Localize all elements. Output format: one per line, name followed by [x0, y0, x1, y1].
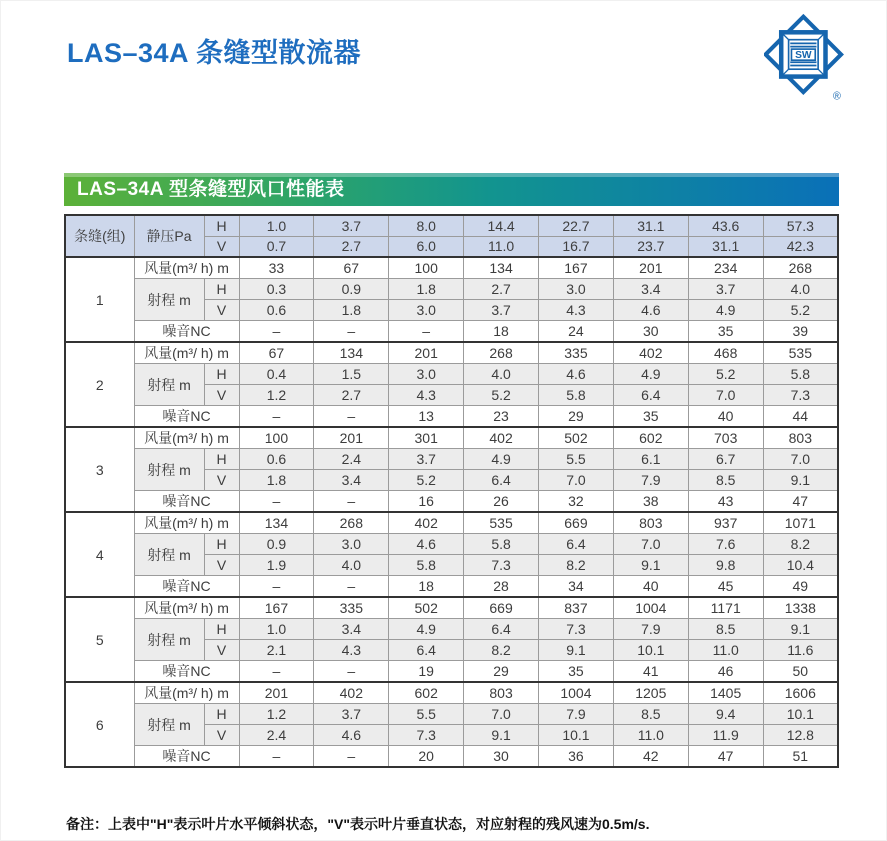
header-v-value: 6.0 — [389, 236, 464, 257]
airflow-value: 402 — [464, 427, 539, 449]
header-h-value: 1.0 — [239, 215, 314, 236]
throw-v-value: 11.6 — [763, 640, 838, 661]
throw-v-value: 9.1 — [763, 470, 838, 491]
throw-h-label: H — [204, 704, 239, 725]
airflow-value: 803 — [464, 682, 539, 704]
noise-value: 24 — [539, 321, 614, 343]
header-h-value: 31.1 — [613, 215, 688, 236]
throw-h-value: 2.7 — [464, 279, 539, 300]
header-slot-group: 条缝(组) — [65, 215, 134, 257]
group-id-cell: 6 — [65, 682, 134, 767]
header-v-value: 23.7 — [613, 236, 688, 257]
throw-h-value: 5.5 — [389, 704, 464, 725]
throw-h-value: 7.3 — [539, 619, 614, 640]
airflow-value: 100 — [389, 257, 464, 279]
airflow-value: 134 — [239, 512, 314, 534]
throw-v-value: 7.3 — [464, 555, 539, 576]
throw-v-value: 8.2 — [464, 640, 539, 661]
throw-v-value: 4.3 — [314, 640, 389, 661]
noise-value: 35 — [539, 661, 614, 683]
throw-v-value: 1.8 — [314, 300, 389, 321]
airflow-value: 201 — [389, 342, 464, 364]
throw-v-value: 1.2 — [239, 385, 314, 406]
throw-h-value: 4.6 — [389, 534, 464, 555]
throw-h-value: 0.3 — [239, 279, 314, 300]
throw-v-value: 4.9 — [688, 300, 763, 321]
noise-value: 38 — [613, 491, 688, 513]
throw-h-value: 4.9 — [389, 619, 464, 640]
airflow-value: 268 — [314, 512, 389, 534]
throw-v-label: V — [204, 725, 239, 746]
throw-label: 射程 m — [134, 364, 204, 406]
throw-h-value: 1.2 — [239, 704, 314, 725]
header-h-value: 14.4 — [464, 215, 539, 236]
noise-value: 45 — [688, 576, 763, 598]
airflow-value: 502 — [389, 597, 464, 619]
throw-v-value: 5.8 — [539, 385, 614, 406]
noise-value: 42 — [613, 746, 688, 768]
throw-v-value: 11.0 — [688, 640, 763, 661]
table-banner-title: LAS–34A 型条缝型风口性能表 — [77, 179, 345, 200]
throw-h-value: 0.6 — [239, 449, 314, 470]
throw-v-value: 3.4 — [314, 470, 389, 491]
airflow-value: 669 — [539, 512, 614, 534]
throw-h-value: 0.4 — [239, 364, 314, 385]
group-id-cell: 1 — [65, 257, 134, 342]
registered-mark-icon: ® — [833, 90, 841, 103]
throw-h-value: 8.2 — [763, 534, 838, 555]
throw-h-value: 9.1 — [763, 619, 838, 640]
airflow-value: 602 — [613, 427, 688, 449]
table-header — [65, 215, 838, 257]
noise-value: 18 — [389, 576, 464, 598]
throw-v-value: 10.1 — [539, 725, 614, 746]
noise-value: 43 — [688, 491, 763, 513]
throw-h-value: 3.7 — [314, 704, 389, 725]
noise-value: 50 — [763, 661, 838, 683]
airflow-value: 669 — [464, 597, 539, 619]
header-v-label: V — [204, 236, 239, 257]
noise-value: 35 — [613, 406, 688, 428]
noise-value: 28 — [464, 576, 539, 598]
airflow-label: 风量(m³/ h) m — [134, 342, 239, 364]
header-v-value: 16.7 — [539, 236, 614, 257]
noise-row — [65, 321, 838, 343]
airflow-value: 67 — [314, 257, 389, 279]
airflow-label: 风量(m³/ h) m — [134, 597, 239, 619]
throw-h-value: 7.9 — [613, 619, 688, 640]
noise-value: 20 — [389, 746, 464, 768]
noise-row — [65, 406, 838, 428]
throw-v-value: 3.7 — [464, 300, 539, 321]
throw-h-label: H — [204, 364, 239, 385]
throw-h-value: 1.8 — [389, 279, 464, 300]
throw-h-value: 10.1 — [763, 704, 838, 725]
header-h-value: 8.0 — [389, 215, 464, 236]
throw-h-value: 1.0 — [239, 619, 314, 640]
airflow-value: 535 — [464, 512, 539, 534]
throw-h-value: 0.9 — [314, 279, 389, 300]
airflow-label: 风量(m³/ h) m — [134, 512, 239, 534]
throw-v-value: 9.1 — [613, 555, 688, 576]
header-h-value: 43.6 — [688, 215, 763, 236]
throw-h-value: 8.5 — [613, 704, 688, 725]
throw-h-value: 5.5 — [539, 449, 614, 470]
throw-label: 射程 m — [134, 449, 204, 491]
throw-v-value: 4.3 — [539, 300, 614, 321]
noise-value: 30 — [613, 321, 688, 343]
noise-label: 噪音NC — [134, 746, 239, 768]
noise-value: – — [239, 746, 314, 768]
noise-value: – — [314, 406, 389, 428]
throw-label: 射程 m — [134, 619, 204, 661]
throw-v-value: 0.6 — [239, 300, 314, 321]
throw-v-value: 7.3 — [763, 385, 838, 406]
noise-value: 49 — [763, 576, 838, 598]
throw-v-label: V — [204, 470, 239, 491]
throw-h-value: 6.1 — [613, 449, 688, 470]
page-title: LAS–34A 条缝型散流器 — [67, 38, 362, 68]
noise-row — [65, 576, 838, 598]
airflow-value: 268 — [464, 342, 539, 364]
throw-h-value: 7.0 — [613, 534, 688, 555]
throw-h-value: 0.9 — [239, 534, 314, 555]
airflow-value: 402 — [314, 682, 389, 704]
noise-value: – — [314, 576, 389, 598]
noise-value: 40 — [688, 406, 763, 428]
throw-h-value: 5.8 — [464, 534, 539, 555]
noise-value: – — [389, 321, 464, 343]
noise-value: 44 — [763, 406, 838, 428]
noise-value: 16 — [389, 491, 464, 513]
throw-v-value: 7.3 — [389, 725, 464, 746]
noise-row — [65, 661, 838, 683]
noise-value: 30 — [464, 746, 539, 768]
throw-h-row — [65, 279, 838, 300]
throw-h-value: 5.2 — [688, 364, 763, 385]
airflow-row — [65, 427, 838, 449]
throw-h-label: H — [204, 619, 239, 640]
throw-h-value: 3.4 — [314, 619, 389, 640]
airflow-value: 1606 — [763, 682, 838, 704]
noise-value: – — [239, 321, 314, 343]
throw-h-value: 4.0 — [464, 364, 539, 385]
noise-value: – — [314, 321, 389, 343]
noise-label: 噪音NC — [134, 576, 239, 598]
throw-h-value: 4.9 — [613, 364, 688, 385]
airflow-value: 67 — [239, 342, 314, 364]
noise-value: – — [239, 576, 314, 598]
group-id-cell: 3 — [65, 427, 134, 512]
throw-v-value: 7.0 — [688, 385, 763, 406]
airflow-value: 201 — [613, 257, 688, 279]
performance-table — [64, 214, 839, 768]
throw-h-row — [65, 704, 838, 725]
table-body — [65, 257, 838, 767]
airflow-value: 535 — [763, 342, 838, 364]
throw-v-value: 6.4 — [389, 640, 464, 661]
noise-value: – — [239, 406, 314, 428]
throw-v-value: 4.3 — [389, 385, 464, 406]
group-id-cell: 5 — [65, 597, 134, 682]
airflow-value: 201 — [239, 682, 314, 704]
header-h-value: 57.3 — [763, 215, 838, 236]
throw-v-value: 5.2 — [464, 385, 539, 406]
throw-h-value: 7.0 — [763, 449, 838, 470]
noise-value: – — [239, 491, 314, 513]
sw-diamond-logo-icon — [764, 13, 846, 109]
airflow-row — [65, 682, 838, 704]
throw-h-value: 3.0 — [539, 279, 614, 300]
throw-label: 射程 m — [134, 534, 204, 576]
throw-v-value: 4.6 — [613, 300, 688, 321]
airflow-value: 234 — [688, 257, 763, 279]
noise-value: – — [314, 491, 389, 513]
throw-v-label: V — [204, 300, 239, 321]
throw-v-value: 3.0 — [389, 300, 464, 321]
throw-v-label: V — [204, 640, 239, 661]
throw-h-label: H — [204, 534, 239, 555]
group-id-cell: 2 — [65, 342, 134, 427]
airflow-value: 1071 — [763, 512, 838, 534]
noise-value: 47 — [688, 746, 763, 768]
noise-value: – — [239, 661, 314, 683]
throw-h-row — [65, 449, 838, 470]
airflow-value: 201 — [314, 427, 389, 449]
footnote — [66, 814, 649, 834]
throw-v-label: V — [204, 385, 239, 406]
noise-row — [65, 746, 838, 768]
airflow-row — [65, 342, 838, 364]
throw-h-value: 7.0 — [464, 704, 539, 725]
throw-h-value: 8.5 — [688, 619, 763, 640]
footnote-text: 上表中"H"表示叶片水平倾斜状态，"V"表示叶片垂直状态，对应射程的残风速为0.5m/s. — [108, 816, 650, 832]
throw-h-value: 4.9 — [464, 449, 539, 470]
header-v-value: 2.7 — [314, 236, 389, 257]
noise-label: 噪音NC — [134, 406, 239, 428]
throw-v-value: 10.4 — [763, 555, 838, 576]
header-v-value: 31.1 — [688, 236, 763, 257]
airflow-row — [65, 257, 838, 279]
throw-v-value: 9.8 — [688, 555, 763, 576]
throw-v-value: 1.9 — [239, 555, 314, 576]
throw-h-value: 3.7 — [688, 279, 763, 300]
airflow-value: 803 — [763, 427, 838, 449]
table-banner — [64, 173, 839, 206]
throw-v-value: 12.8 — [763, 725, 838, 746]
throw-h-row — [65, 619, 838, 640]
throw-h-value: 4.6 — [539, 364, 614, 385]
noise-value: – — [314, 746, 389, 768]
throw-v-value: 2.7 — [314, 385, 389, 406]
throw-h-value: 3.4 — [613, 279, 688, 300]
throw-v-value: 5.2 — [389, 470, 464, 491]
throw-v-value: 7.9 — [613, 470, 688, 491]
airflow-value: 468 — [688, 342, 763, 364]
airflow-value: 268 — [763, 257, 838, 279]
noise-value: 39 — [763, 321, 838, 343]
throw-v-value: 5.8 — [389, 555, 464, 576]
header-h-label: H — [204, 215, 239, 236]
noise-value: 23 — [464, 406, 539, 428]
airflow-value: 33 — [239, 257, 314, 279]
noise-value: 29 — [464, 661, 539, 683]
throw-h-value: 5.8 — [763, 364, 838, 385]
group-id-cell: 4 — [65, 512, 134, 597]
noise-row — [65, 491, 838, 513]
noise-label: 噪音NC — [134, 321, 239, 343]
throw-h-value: 4.0 — [763, 279, 838, 300]
throw-label: 射程 m — [134, 279, 204, 321]
throw-h-label: H — [204, 279, 239, 300]
airflow-value: 703 — [688, 427, 763, 449]
noise-value: 40 — [613, 576, 688, 598]
throw-v-value: 9.1 — [539, 640, 614, 661]
throw-h-value: 6.7 — [688, 449, 763, 470]
throw-h-value: 6.4 — [464, 619, 539, 640]
header-v-value: 11.0 — [464, 236, 539, 257]
noise-value: 51 — [763, 746, 838, 768]
airflow-value: 100 — [239, 427, 314, 449]
noise-value: 46 — [688, 661, 763, 683]
throw-v-value: 8.5 — [688, 470, 763, 491]
throw-label: 射程 m — [134, 704, 204, 746]
throw-h-value: 6.4 — [539, 534, 614, 555]
noise-value: – — [314, 661, 389, 683]
throw-v-value: 2.1 — [239, 640, 314, 661]
noise-value: 34 — [539, 576, 614, 598]
airflow-value: 335 — [539, 342, 614, 364]
footnote-label: 备注： — [66, 816, 108, 832]
throw-v-value: 6.4 — [613, 385, 688, 406]
airflow-value: 1004 — [613, 597, 688, 619]
airflow-value: 1205 — [613, 682, 688, 704]
throw-v-value: 11.9 — [688, 725, 763, 746]
airflow-label: 风量(m³/ h) m — [134, 682, 239, 704]
throw-v-value: 4.0 — [314, 555, 389, 576]
throw-v-value: 11.0 — [613, 725, 688, 746]
throw-v-value: 6.4 — [464, 470, 539, 491]
noise-value: 35 — [688, 321, 763, 343]
airflow-value: 1171 — [688, 597, 763, 619]
noise-value: 29 — [539, 406, 614, 428]
throw-h-value: 3.0 — [389, 364, 464, 385]
noise-value: 18 — [464, 321, 539, 343]
noise-value: 47 — [763, 491, 838, 513]
airflow-value: 1004 — [539, 682, 614, 704]
airflow-row — [65, 512, 838, 534]
airflow-value: 502 — [539, 427, 614, 449]
airflow-value: 402 — [389, 512, 464, 534]
airflow-value: 402 — [613, 342, 688, 364]
throw-v-value: 5.2 — [763, 300, 838, 321]
airflow-value: 937 — [688, 512, 763, 534]
throw-h-label: H — [204, 449, 239, 470]
airflow-label: 风量(m³/ h) m — [134, 257, 239, 279]
airflow-value: 301 — [389, 427, 464, 449]
airflow-value: 602 — [389, 682, 464, 704]
airflow-value: 335 — [314, 597, 389, 619]
throw-v-value: 7.0 — [539, 470, 614, 491]
airflow-value: 837 — [539, 597, 614, 619]
header-h-value: 3.7 — [314, 215, 389, 236]
airflow-value: 167 — [539, 257, 614, 279]
throw-v-value: 10.1 — [613, 640, 688, 661]
noise-value: 36 — [539, 746, 614, 768]
logo-sw-text: SW — [795, 50, 812, 62]
throw-v-value: 4.6 — [314, 725, 389, 746]
noise-label: 噪音NC — [134, 491, 239, 513]
throw-h-value: 7.9 — [539, 704, 614, 725]
airflow-value: 1338 — [763, 597, 838, 619]
throw-h-value: 9.4 — [688, 704, 763, 725]
noise-value: 19 — [389, 661, 464, 683]
throw-v-value: 2.4 — [239, 725, 314, 746]
throw-h-row — [65, 534, 838, 555]
airflow-value: 134 — [314, 342, 389, 364]
header-v-value: 0.7 — [239, 236, 314, 257]
noise-value: 41 — [613, 661, 688, 683]
throw-v-label: V — [204, 555, 239, 576]
throw-h-value: 2.4 — [314, 449, 389, 470]
throw-v-value: 9.1 — [464, 725, 539, 746]
header-h-value: 22.7 — [539, 215, 614, 236]
noise-value: 13 — [389, 406, 464, 428]
throw-h-value: 1.5 — [314, 364, 389, 385]
header-static-pressure: 静压Pa — [134, 215, 204, 257]
airflow-value: 1405 — [688, 682, 763, 704]
throw-h-value: 3.7 — [389, 449, 464, 470]
airflow-row — [65, 597, 838, 619]
noise-label: 噪音NC — [134, 661, 239, 683]
airflow-label: 风量(m³/ h) m — [134, 427, 239, 449]
throw-v-value: 8.2 — [539, 555, 614, 576]
airflow-value: 803 — [613, 512, 688, 534]
noise-value: 32 — [539, 491, 614, 513]
throw-v-value: 1.8 — [239, 470, 314, 491]
airflow-value: 167 — [239, 597, 314, 619]
throw-h-row — [65, 364, 838, 385]
noise-value: 26 — [464, 491, 539, 513]
header-v-value: 42.3 — [763, 236, 838, 257]
throw-h-value: 3.0 — [314, 534, 389, 555]
airflow-value: 134 — [464, 257, 539, 279]
throw-h-value: 7.6 — [688, 534, 763, 555]
